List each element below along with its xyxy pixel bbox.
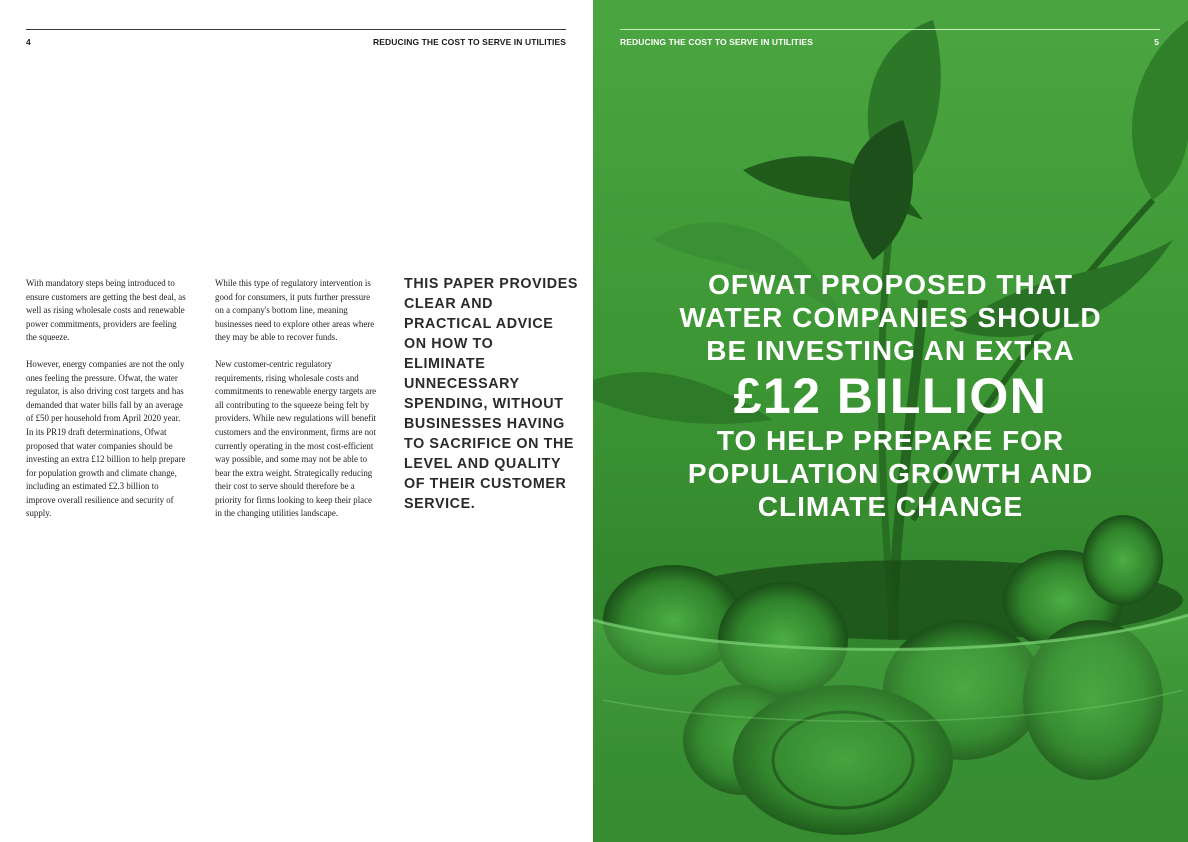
paragraph: New customer-centric regulatory requirements, rising wholesale costs and commitments to renewable energy targets are all contributing to the squeeze being felt by providers. While new regulations will benefit customers and the environment, firms are not currently operating in the most cost-efficient way possible, and some may not be able to bear the extra weight. Strategically reducing their cost to serve should therefore be a priority for firms looking to keep their place in the changing utilities landscape. — [215, 359, 377, 519]
page-number: 5 — [1154, 37, 1159, 47]
quote-line: CLIMATE CHANGE — [757, 491, 1024, 522]
pull-quote: THIS PAPER PROVIDES CLEAR AND PRACTICAL ADVICE ON HOW TO ELIMINATE UNNECESSARY SPENDING, WITHOUT BUSINESSES HAVING TO SACRIFICE ON THE LEVEL AND QUALITY OF THEIR CUSTOMER SERVICE. — [404, 276, 578, 512]
right-page — [593, 0, 1188, 842]
paragraph: However, energy companies are not the only ones feeling the pressure. Ofwat, the water regulator, is also driving cost targets and has demanded that water bills fall by an average of £50 per household from April 2020 year. In its PR19 draft determinations, Ofwat proposed that water companies should be investing an extra £12 billion to help prepare for population growth and climate change, including an estimated £2.3 billion to improve overall resilience and security of supply. — [26, 359, 186, 519]
quote-line: OFWAT PROPOSED THAT — [708, 269, 1073, 300]
feature-quote — [593, 268, 1188, 523]
quote-amount: £12 BILLION — [733, 368, 1048, 424]
page-number: 4 — [26, 37, 31, 47]
quote-line: WATER COMPANIES SHOULD — [679, 302, 1102, 333]
paragraph: While this type of regulatory intervention is good for consumers, it puts further pressure on a company's bottom line, meaning businesses need to explore other areas where they may be able to recover funds. — [215, 278, 375, 343]
quote-line: BE INVESTING AN EXTRA — [706, 335, 1075, 366]
header-rule — [620, 29, 1160, 30]
quote-line: TO HELP PREPARE FOR — [716, 425, 1065, 456]
body-column-1 — [26, 277, 188, 534]
paragraph: With mandatory steps being introduced to ensure customers are getting the best deal, as well as rising wholesale costs and renewable power commitments, providers are feeling the squeeze. — [26, 278, 186, 343]
header-rule — [26, 29, 566, 30]
quote-line: POPULATION GROWTH AND — [687, 458, 1094, 489]
running-header: REDUCING THE COST TO SERVE IN UTILITIES — [373, 37, 566, 47]
body-column-2 — [215, 277, 377, 534]
running-header: REDUCING THE COST TO SERVE IN UTILITIES — [620, 37, 813, 47]
left-page — [0, 0, 593, 842]
